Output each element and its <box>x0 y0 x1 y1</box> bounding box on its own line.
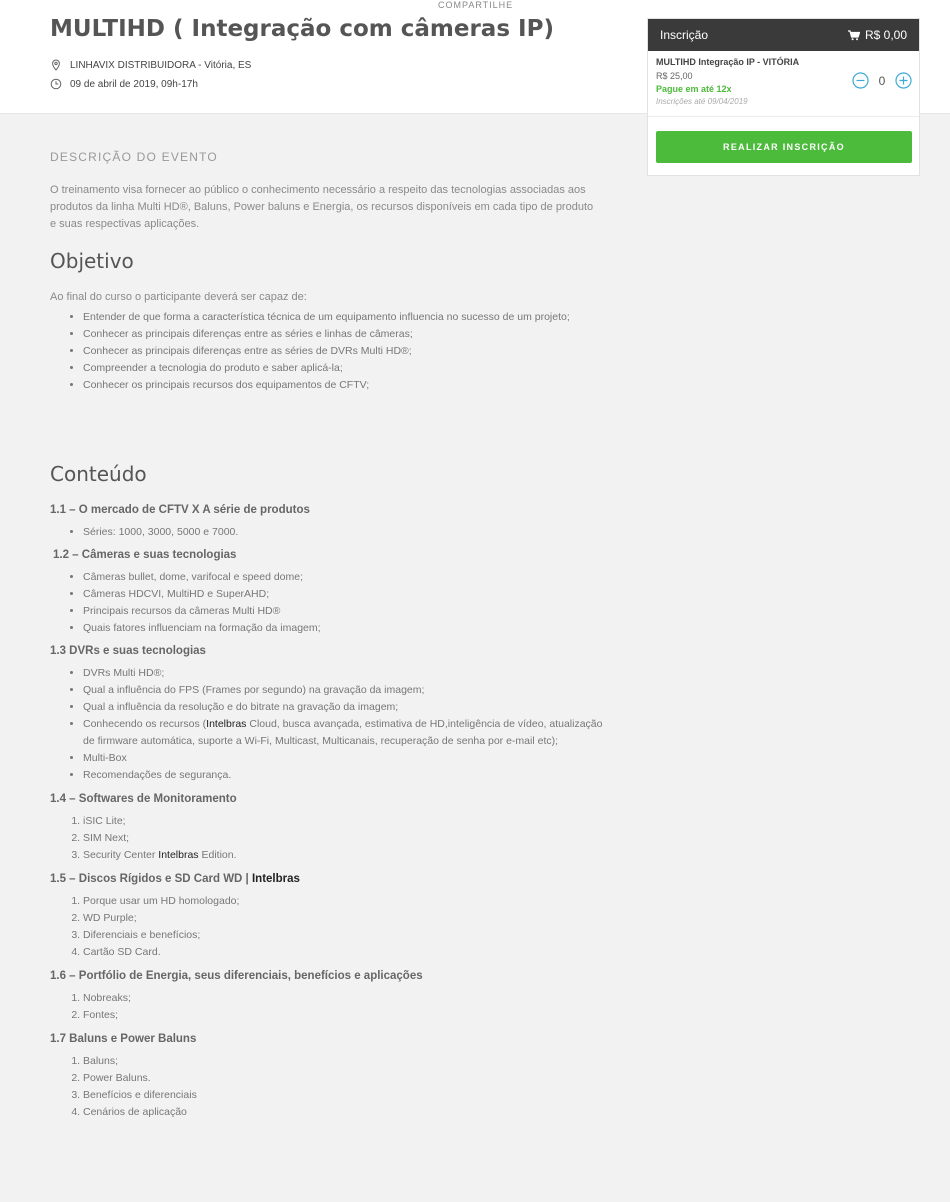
list-item: 3. Benefícios e diferenciais <box>83 1087 610 1104</box>
section-heading: 1.3 DVRs e suas tecnologias <box>50 645 206 657</box>
ticket-header <box>648 19 919 51</box>
list-item: • DVRs Multi HD®; <box>83 665 610 682</box>
list-item: • Conhecer os principais recursos dos equipamentos de CFTV; <box>83 377 610 394</box>
list-item: • Qual a influência da resolução e do bitrate na gravação da imagem; <box>83 699 610 716</box>
brand-link[interactable]: Intelbras <box>206 718 247 730</box>
brand-link[interactable]: Intelbras <box>158 849 199 861</box>
list-item: 2. Fontes; <box>83 1007 610 1024</box>
section-list <box>50 1053 610 1121</box>
brand-link[interactable]: Intelbras <box>251 873 300 885</box>
list-item-text: Security Center <box>83 849 159 861</box>
objective-list <box>50 309 610 394</box>
list-item: • Séries: 1000, 3000, 5000 e 7000. <box>83 524 610 541</box>
list-item: 3. Diferenciais e benefícios; <box>83 927 610 944</box>
list-item: 4. Cenários de aplicação <box>83 1104 610 1121</box>
section-heading: 1.7 Baluns e Power Baluns <box>50 1033 197 1045</box>
section-heading: 1.1 – O mercado de CFTV X A série de produtos <box>50 504 310 516</box>
list-item: • Entender de que forma a característica técnica de um equipamento influencia no sucesso de um projeto; <box>83 309 610 326</box>
list-item: • Multi-Box <box>83 750 610 767</box>
ticket-name: MULTIHD Integração IP - VITÓRIA <box>656 57 800 67</box>
list-item <box>83 847 610 864</box>
list-item-text: Edition. <box>198 849 237 861</box>
clock-icon <box>50 78 62 90</box>
map-pin-icon <box>50 59 62 71</box>
section-list <box>50 524 610 541</box>
list-item: • Câmeras bullet, dome, varifocal e speed dome; <box>83 569 610 586</box>
section-list <box>50 893 610 961</box>
list-item: 2. SIM Next; <box>83 830 610 847</box>
cart-total-value: R$ 0,00 <box>864 28 907 42</box>
ticket-item <box>648 51 919 117</box>
list-item: • Compreender a tecnologia do produto e saber aplicá-la; <box>83 360 610 377</box>
event-content <box>50 150 610 1121</box>
cart-icon <box>848 30 860 41</box>
ticket-price: R$ 25,00 <box>656 71 693 81</box>
list-item: 2. Power Baluns. <box>83 1070 610 1087</box>
list-item: 1. Porque usar um HD homologado; <box>83 893 610 910</box>
list-item: • Principais recursos da câmeras Multi HD® <box>83 603 610 620</box>
event-title: MULTIHD ( Integração com câmeras IP) <box>50 16 554 42</box>
ticket-header-label: Inscrição <box>660 28 709 42</box>
list-item <box>83 716 610 750</box>
objective-intro: Ao final do curso o participante deverá ser capaz de: <box>50 291 307 303</box>
list-item: • Conhecer as principais diferenças entre as séries de DVRs Multi HD®; <box>83 343 610 360</box>
event-datetime <box>50 78 198 90</box>
description-label: DESCRIÇÃO DO EVENTO <box>50 150 218 164</box>
list-item: • Recomendações de segurança. <box>83 767 610 784</box>
section-list <box>50 569 610 637</box>
section-list <box>50 813 610 864</box>
event-datetime-text: 09 de abril de 2019, 09h-17h <box>70 78 198 90</box>
quantity-stepper <box>852 72 912 89</box>
list-item: 2. WD Purple; <box>83 910 610 927</box>
quantity-value: 0 <box>878 73 886 88</box>
section-list <box>50 665 610 784</box>
section-heading-text: 1.5 – Discos Rígidos e SD Card WD | <box>50 873 252 885</box>
list-item: 1. iSIC Lite; <box>83 813 610 830</box>
section-heading: 1.2 – Câmeras e suas tecnologias <box>53 549 237 561</box>
list-item-text: Conhecendo os recursos ( <box>83 718 207 730</box>
section-list <box>50 990 610 1024</box>
section-heading: 1.4 – Softwares de Monitoramento <box>50 793 237 805</box>
list-item: 4. Cartão SD Card. <box>83 944 610 961</box>
list-item: • Quais fatores influenciam na formação da imagem; <box>83 620 610 637</box>
objective-title: Objetivo <box>50 249 134 273</box>
list-item: 1. Nobreaks; <box>83 990 610 1007</box>
list-item: 1. Baluns; <box>83 1053 610 1070</box>
list-item-text: Cloud, busca avançada, estimativa de HD,inteligência de vídeo, atualização de firmware automática, suporte a Wi-Fi, Multicast, Multicanais, recuperação de senha por e-mail etc); <box>83 718 603 747</box>
cart-total <box>848 28 907 42</box>
section-heading: 1.6 – Portfólio de Energia, seus diferenciais, benefícios e aplicações <box>50 970 423 982</box>
register-button[interactable]: REALIZAR INSCRIÇÃO <box>656 131 912 163</box>
share-label[interactable]: COMPARTILHE <box>438 0 514 10</box>
list-item: • Câmeras HDCVI, MultiHD e SuperAHD; <box>83 586 610 603</box>
list-item: • Qual a influência do FPS (Frames por segundo) na gravação da imagem; <box>83 682 610 699</box>
section-heading <box>50 873 610 885</box>
plus-icon[interactable] <box>895 72 912 89</box>
ticket-deadline: Inscrições até 09/04/2019 <box>656 97 748 106</box>
description-text: O treinamento visa fornecer ao público o conhecimento necessário a respeito das tecnologias associadas aos produtos da linha Multi HD®, Baluns, Power baluns e Energia, os recursos disponíveis em cada tipo de produto e suas respectivas aplicações. <box>50 184 594 230</box>
ticket-box <box>647 18 920 176</box>
minus-icon[interactable] <box>852 72 869 89</box>
event-location-text: LINHAVIX DISTRIBUIDORA - Vitória, ES <box>70 59 252 71</box>
event-location <box>50 59 251 71</box>
list-item: • Conhecer as principais diferenças entre as séries e linhas de câmeras; <box>83 326 610 343</box>
ticket-installments: Pague em até 12x <box>656 84 732 94</box>
content-title: Conteúdo <box>50 462 147 486</box>
